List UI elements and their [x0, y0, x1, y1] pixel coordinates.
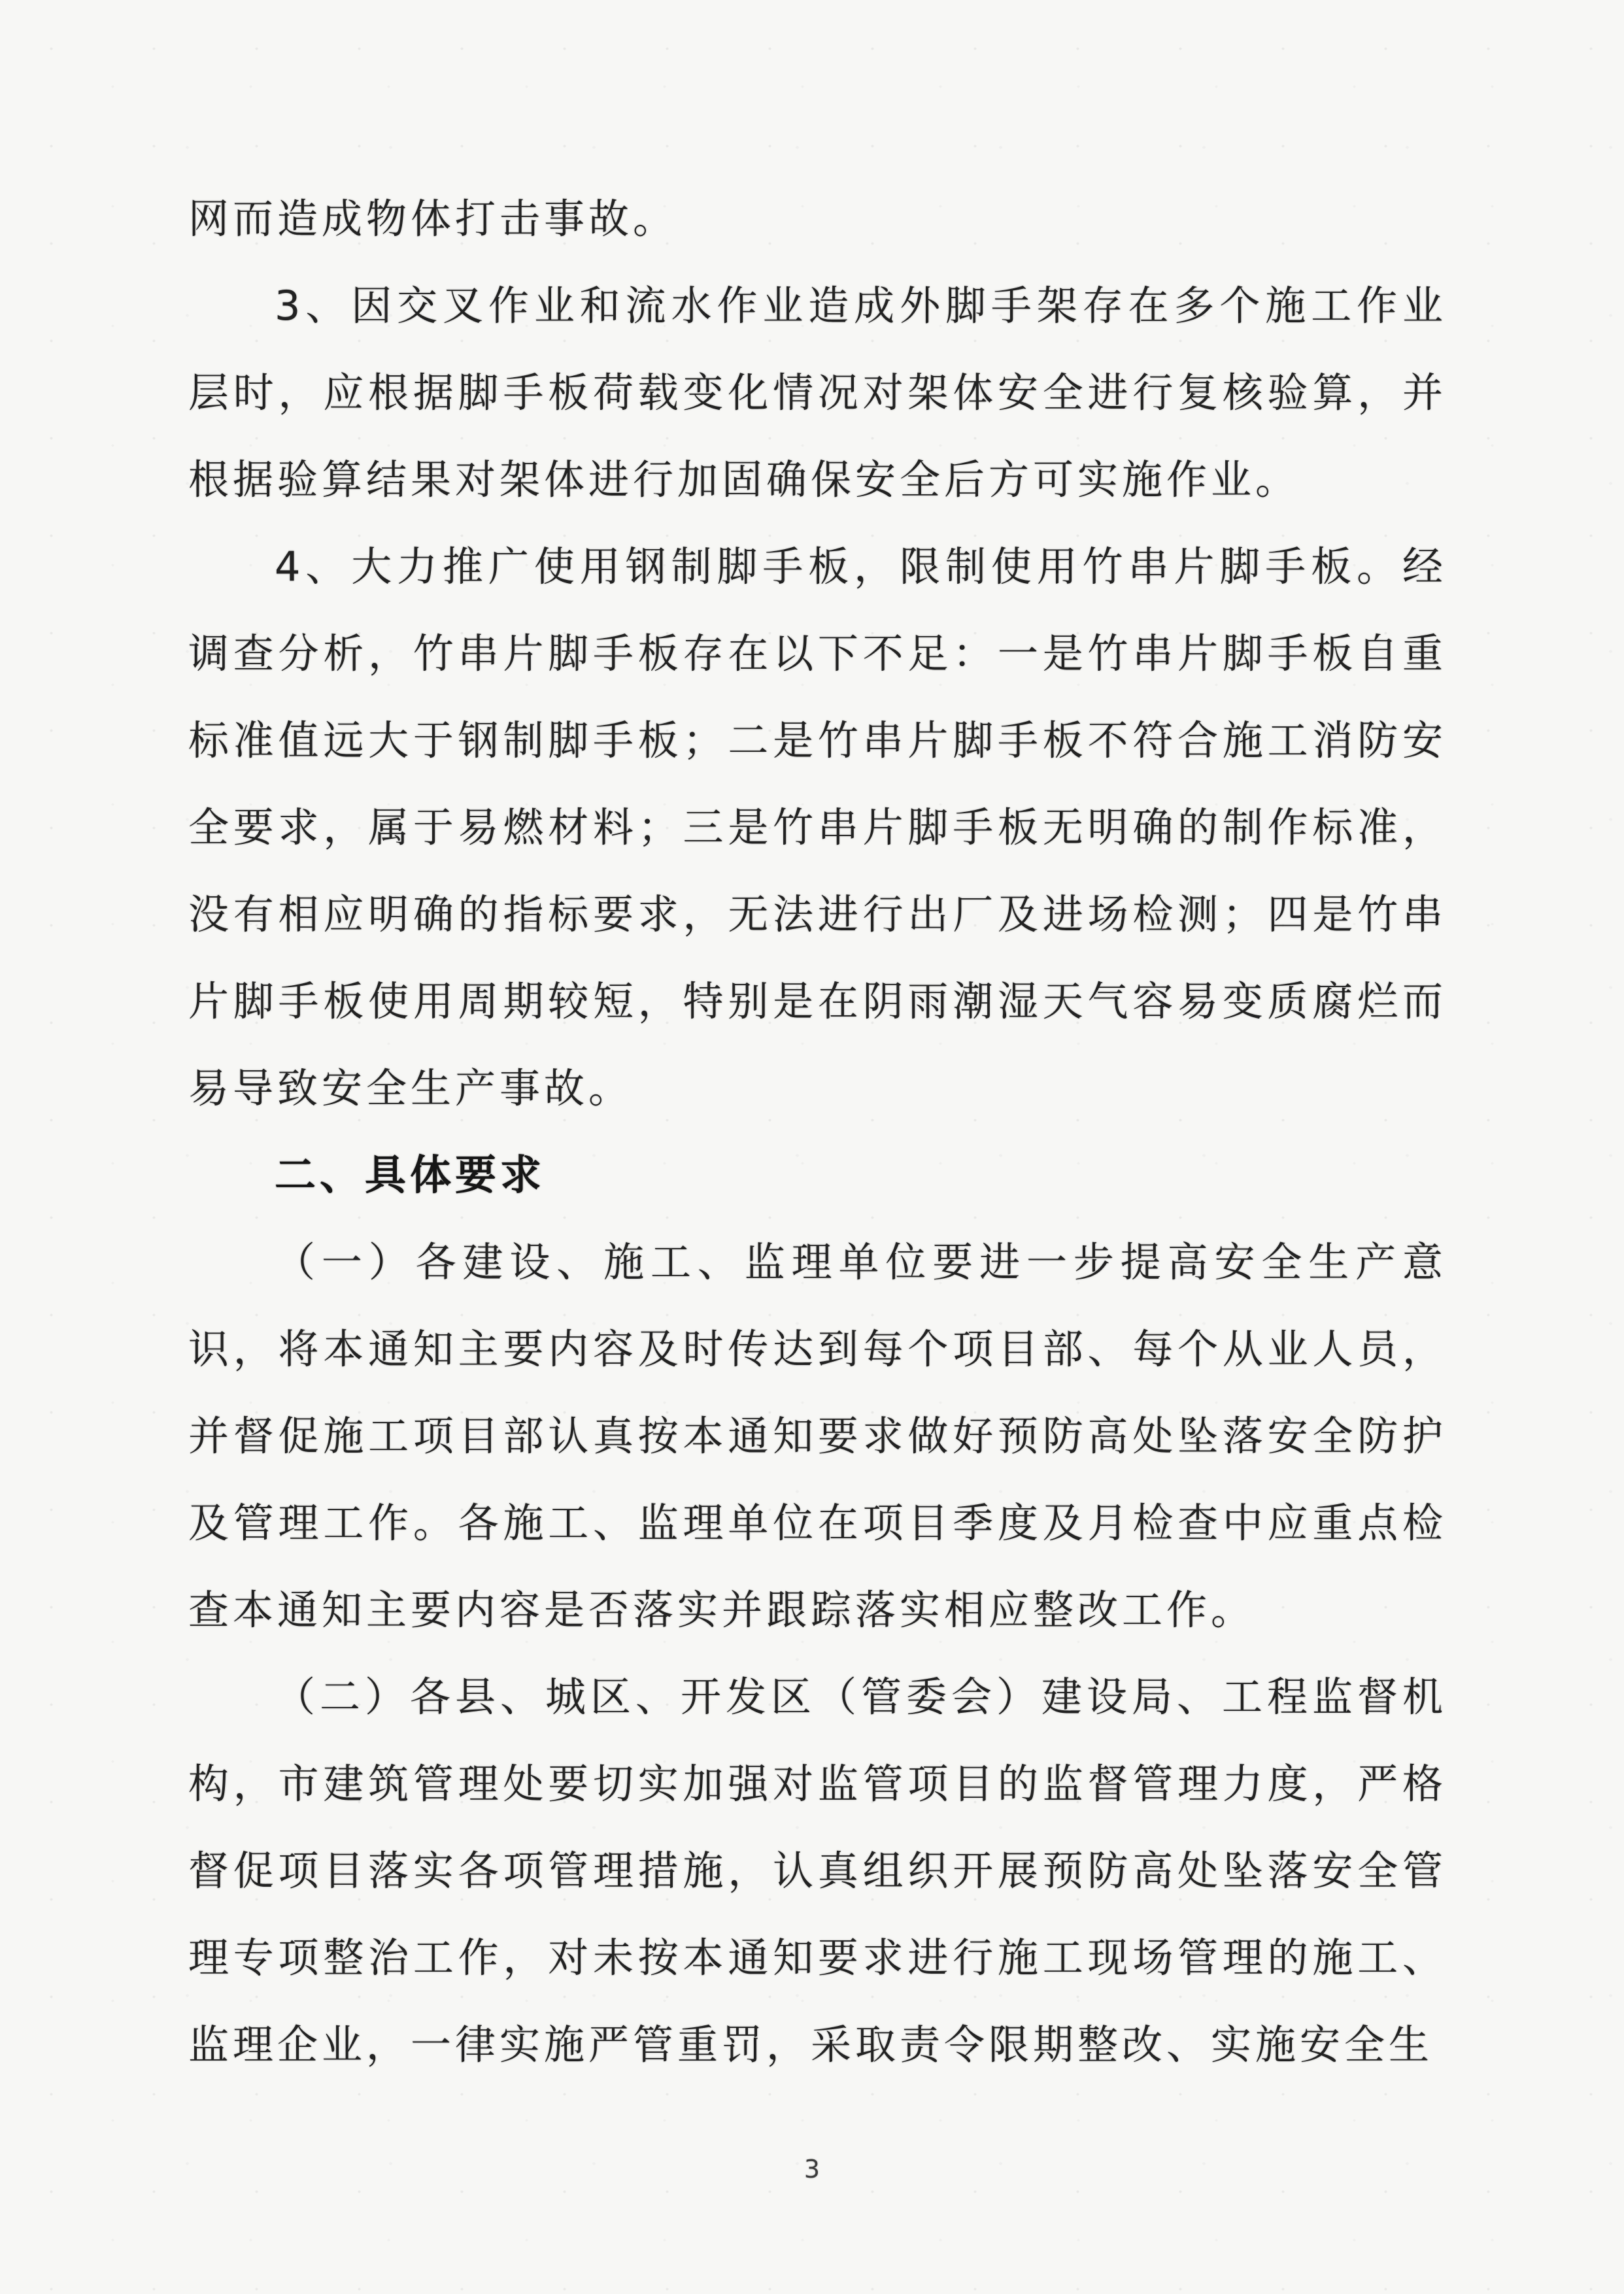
paragraph-requirement-1: （一）各建设、施工、监理单位要进一步提高安全生产意识，将本通知主要内容及时传达到每个项目部、每个从业人员，并督促施工项目部认真按本通知要求做好预防高处坠落安全防护及管理工作。各施工、监理单位在项目季度及月检查中应重点检查本通知主要内容是否落实并跟踪落实相应整改工作。: [188, 1238, 1447, 1634]
paragraph-item-4: 4、大力推广使用钢制脚手板，限制使用竹串片脚手板。经调查分析，竹串片脚手板存在以下不足：一是竹串片脚手板自重标准值远大于钢制脚手板；二是竹串片脚手板不符合施工消防安全要求，属于易燃材料；三是竹串片脚手板无明确的制作标准，没有相应明确的指标要求，无法进行出厂及进场检测；四是竹串片脚手板使用周期较短，特别是在阴雨潮湿天气容易变质腐烂而易导致安全生产事故。: [188, 543, 1447, 1112]
paragraph-item-3: 3、因交叉作业和流水作业造成外脚手架存在多个施工作业层时，应根据脚手板荷载变化情况对架体安全进行复核验算，并根据验算结果对架体进行加固确保安全后方可实施作业。: [188, 282, 1447, 503]
section-heading: 二、具体要求: [275, 1151, 545, 1199]
paragraph-continuation: 网而造成物体打击事故。: [188, 195, 678, 243]
document-body: [188, 175, 1447, 2088]
paragraph-requirement-2: （二）各县、城区、开发区（管委会）建设局、工程监督机构，市建筑管理处要切实加强对监管项目的监督管理力度，严格督促项目落实各项管理措施，认真组织开展预防高处坠落安全管理专项整治工作，对未按本通知要求进行施工现场管理的施工、监理企业，一律实施严管重罚，采取责令限期整改、实施安全生: [188, 1673, 1447, 2068]
page-number: 3: [804, 2155, 820, 2184]
